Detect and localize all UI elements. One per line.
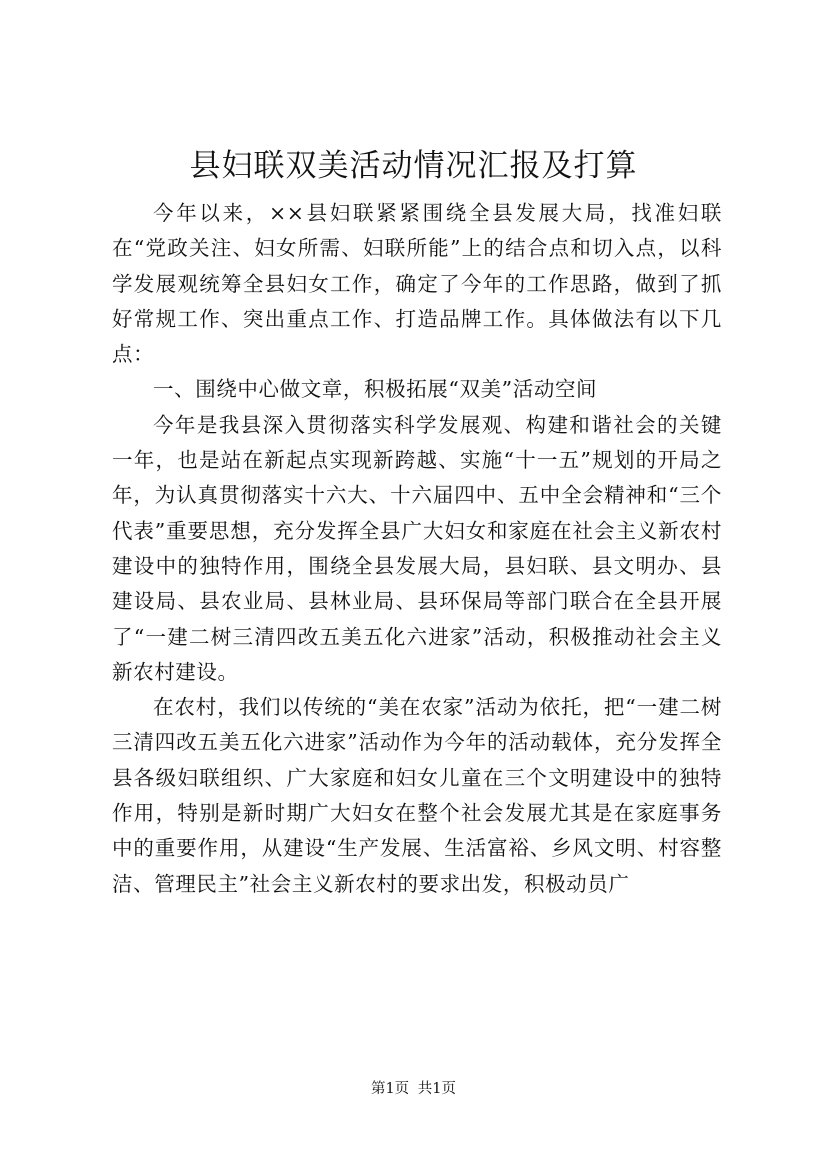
paragraph-intro: 今年以来，××县妇联紧紧围绕全县发展大局，找准妇联在“党政关注、妇女所需、妇联所能”上的结合点和切入点，以科学发展观统筹全县妇女工作，确定了今年的工作思路，做到了抓好常规工作、突出重点工作、打造品牌工作。具体做法有以下几点： <box>112 201 722 367</box>
page-total: 共1页 <box>417 1081 457 1097</box>
section-heading: 一、围绕中心做文章，积极拓展“双美”活动空间 <box>153 377 598 402</box>
page-footer <box>0 1079 827 1099</box>
paragraph-rural: 在农村，我们以传统的“美在农家”活动为依托，把“一建二树三清四改五美五化六进家”活动作为今年的活动载体，充分发挥全县各级妇联组织、广大家庭和妇女儿童在三个文明建设中的独特作用，特别是新时期广大妇女在整个社会发展尤其是在家庭事务中的重要作用，从建设“生产发展、生活富裕、乡风文明、村容整洁、管理民主”社会主义新农村的要求出发，积极动员广 <box>112 695 722 896</box>
paragraph-background: 今年是我县深入贯彻落实科学发展观、构建和谐社会的关键一年，也是站在新起点实现新跨越、实施“十一五”规划的开局之年，为认真贯彻落实十六大、十六届四中、五中全会精神和“三个代表”重要思想，充分发挥全县广大妇女和家庭在社会主义新农村建设中的独特作用，围绕全县发展大局，县妇联、县文明办、县建设局、县农业局、县林业局、县环保局等部门联合在全县开展了“一建二树三清四改五美五化六进家”活动，积极推动社会主义新农村建设。 <box>112 412 722 684</box>
document-body <box>112 196 722 902</box>
document-title: 县妇联双美活动情况汇报及打算 <box>189 148 638 184</box>
page-number: 第1页 <box>370 1081 410 1097</box>
